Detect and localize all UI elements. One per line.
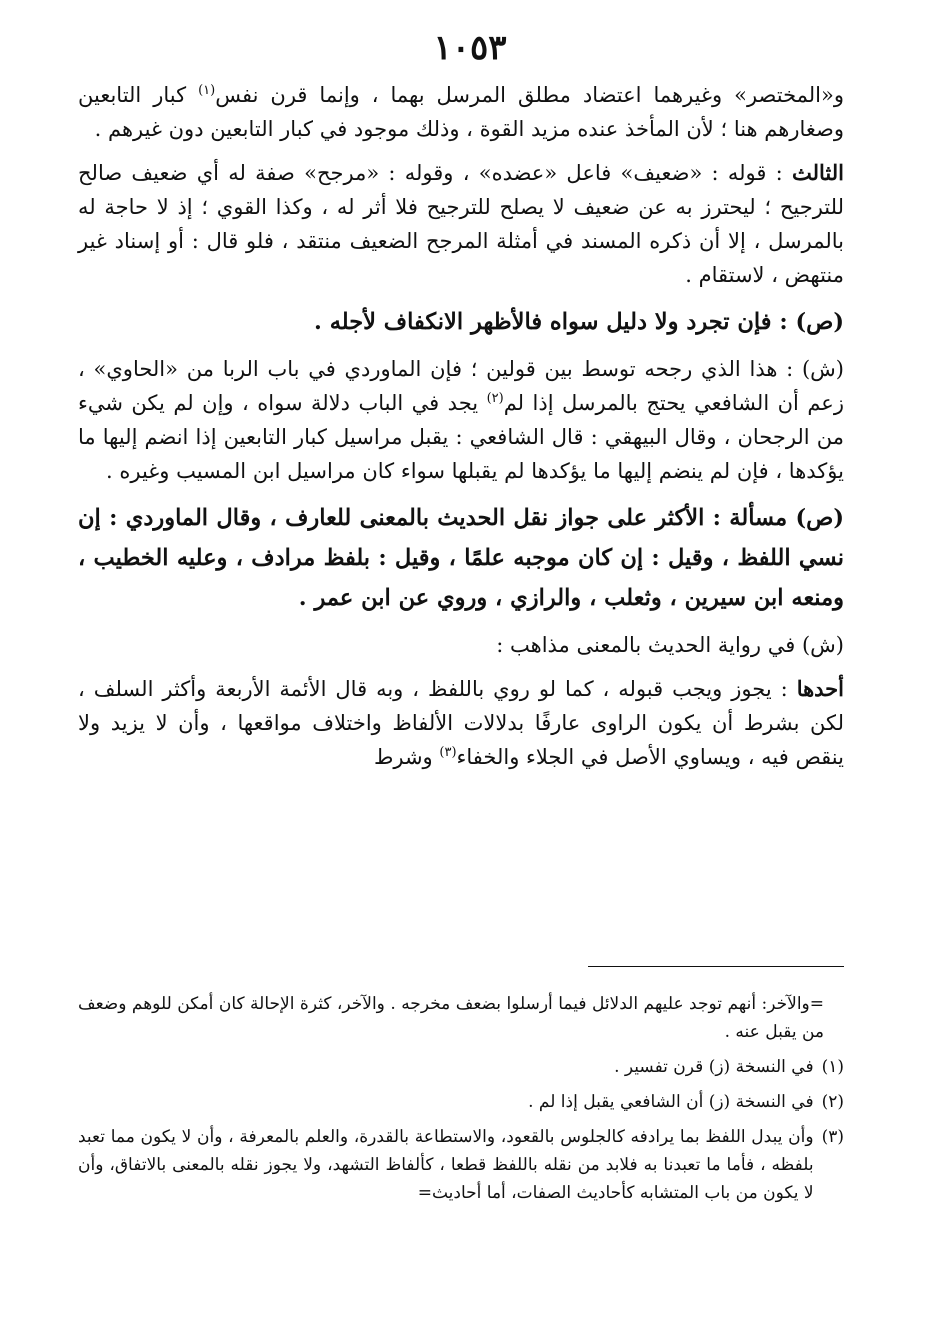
footnote-text: في النسخة (ز) قرن تفسير . <box>614 1057 814 1077</box>
footnote-number: (٣) <box>821 1127 844 1147</box>
paragraph-1 <box>78 78 844 146</box>
paragraph-text: (ش) في رواية الحديث بالمعنى مذاهب : <box>496 633 844 657</box>
footnotes <box>78 990 844 1207</box>
paragraph-5 <box>78 672 844 774</box>
paragraph-text: وشرط <box>373 745 440 769</box>
paragraph-text: (ش) : هذا الذي رجحه توسط بين قولين ؛ فإن الماوردي في باب الربا من «الحاوي» ، زعم أن الشافعي يحتج بالمرسل إذا لم <box>78 357 844 415</box>
paragraph-text: يجد في الباب دلالة سواه ، وإن لم يكن شيء من الرجحان ، وقال البيهقي : قال الشافعي : يقبل مراسيل كبار التابعين إذا انضم إليها ما يؤكدها ، فإن لم ينضم إليها ما يؤكدها لم يقبلها سواء كان مراسيل ابن المسيب وغيره . <box>78 391 844 483</box>
footnote-1 <box>78 1053 844 1081</box>
footnote-continuation: =والآخر: أنهم توجد عليهم الدلائل فيما أرسلوا بضعف مخرجه . والآخر، كثرة الإحالة كان أمكن للوهم وضعف من يقبل عنه . <box>78 994 824 1042</box>
paragraph-text: و«المختصر» وغيرهما اعتضاد مطلق المرسل بهما ، وإنما قرن نفس <box>215 83 844 107</box>
footnote-separator <box>588 966 844 967</box>
paragraph-text: كبار التابعين وصغارهم هنا ؛ لأن المأخذ عنده مزيد القوة ، وذلك موجود في كبار التابعين دون غيرهم . <box>78 83 844 141</box>
footnote-text: وأن يبدل اللفظ بما يرادفه كالجلوس بالقعود، والاستطاعة بالقدرة، والعلم بالمعرفة ، وأن لا يكون مما تعبد بلفظه ، فأما ما تعبدنا به فلابد من نقله باللفظ قطعا ، كألفاظ التشهد، ولا يجوز نقله بالمعنى بالاتفاق، وأن لا يكون من باب المتشابه كأحاديث الصفات، أما أحاديث= <box>78 1127 814 1203</box>
paragraph-4 <box>78 628 844 662</box>
matn-paragraph-2 <box>78 498 844 618</box>
matn-marker: (ص) <box>795 505 844 531</box>
main-text <box>78 78 844 774</box>
footnote-number: (٢) <box>821 1092 844 1112</box>
paragraph-3 <box>78 352 844 488</box>
footnote-3 <box>78 1123 844 1207</box>
paragraph-2 <box>78 156 844 292</box>
footnote-number: (١) <box>821 1057 844 1077</box>
footnote-text: في النسخة (ز) أن الشافعي يقبل إذا لم . <box>528 1092 814 1112</box>
paragraph-lead: أحدها <box>796 676 844 701</box>
matn-text: مسألة : الأكثر على جواز نقل الحديث بالمعنى للعارف ، وقال الماوردي : إن نسي اللفظ ، وقيل : إن كان موجبه علمًا ، وقيل : بلفظ مرادف ، وعليه الخطيب ، ومنعه ابن سيرين ، وثعلب ، والرازي ، وروي عن ابن عمر . <box>78 505 844 611</box>
matn-paragraph-1 <box>78 302 844 342</box>
paragraph-lead: الثالث <box>792 160 844 185</box>
page-number: ١٠٥٣ <box>433 28 507 68</box>
footnote-2 <box>78 1088 844 1116</box>
footnote-ref-2[interactable]: (٢) <box>486 391 504 406</box>
paragraph-text: : يجوز ويجب قبوله ، كما لو روي باللفظ ، وبه قال الأئمة الأربعة وأكثر السلف ، لكن بشرط أن يكون الراوى عارفًا بدلالات الألفاظ واختلاف مواقعها ، وأن لا يزيد ولا ينقص فيه ، ويساوي الأصل في الجلاء والخفاء <box>78 677 844 769</box>
paragraph-text: : قوله : «ضعيف» فاعل «عضده» ، وقوله : «مرجح» صفة له أي ضعيف صالح للترجيح ؛ ليحترز به عن ضعيف لا يصلح للترجيح فلا أثر له ، وكذا القوي ؛ إذ لا حاجة له بالمرسل ، إلا أن ذكره المسند في أمثلة المرجح الضعيف منتقد ، فلو قال : أو إسناد غير منتهض ، لاستقام . <box>78 161 844 287</box>
matn-text: فإن تجرد ولا دليل سواه فالأظهر الانكفاف لأجله . <box>314 309 780 335</box>
matn-marker: (ص) : <box>779 309 844 335</box>
footnote-ref-3[interactable]: (٣) <box>439 745 457 760</box>
footnote-ref-1[interactable]: (١) <box>198 83 216 98</box>
